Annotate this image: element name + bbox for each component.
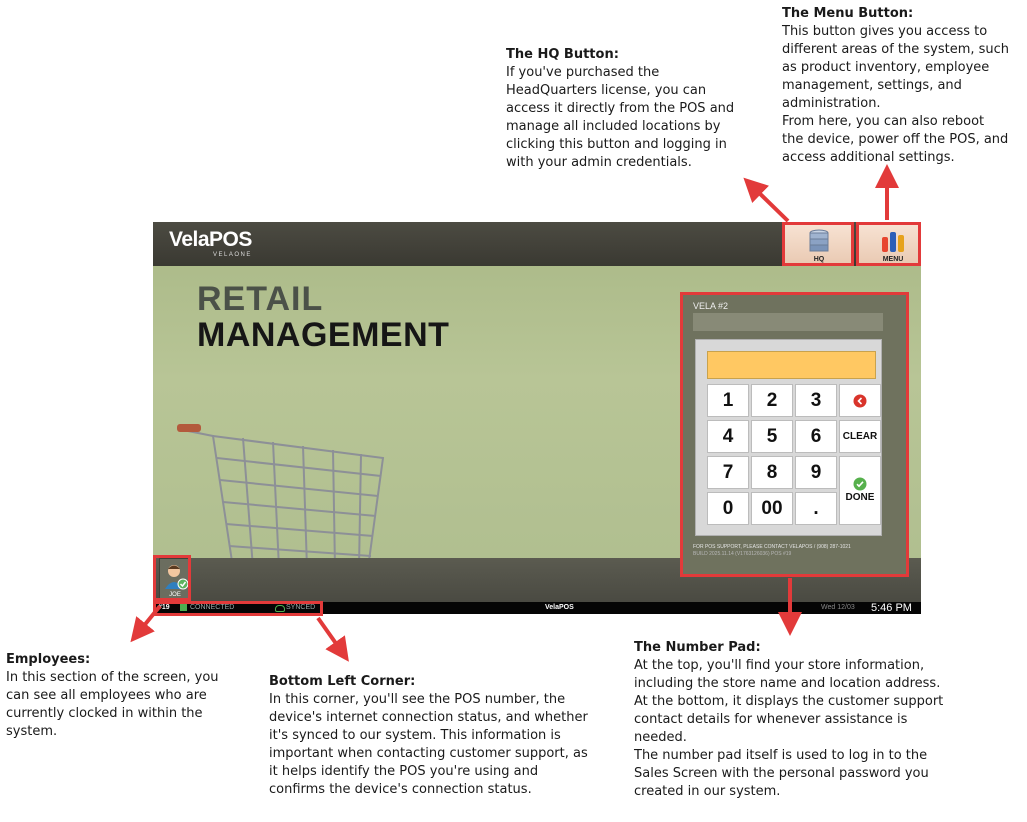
hq-annotation-body: If you've purchased the HeadQuarters license, you can access it directly from the POS and manage all included locations by clicking this button and logging in with your admin credentials. bbox=[506, 65, 735, 170]
key-5[interactable]: 5 bbox=[751, 420, 793, 453]
key-00[interactable]: 00 bbox=[751, 492, 793, 525]
build-info: BUILD 2025.11.14 (V1763126036) POS #19 bbox=[693, 551, 792, 557]
status-center-label: VelaPOS bbox=[545, 604, 574, 611]
menu-annotation-heading: The Menu Button: bbox=[782, 6, 914, 21]
time-display: 5:46 PM bbox=[871, 602, 912, 614]
employees-annotation-heading: Employees: bbox=[6, 652, 91, 667]
key-0[interactable]: 0 bbox=[707, 492, 749, 525]
key-4[interactable]: 4 bbox=[707, 420, 749, 453]
hq-arrow bbox=[752, 186, 788, 221]
support-contact: FOR POS SUPPORT, PLEASE CONTACT VELAPOS / (908) 287-1021 bbox=[693, 544, 851, 550]
employees-arrow bbox=[138, 606, 160, 633]
number-pad-annotation-heading: The Number Pad: bbox=[634, 640, 761, 655]
employees-annotation-body: In this section of the screen, you can see all employees who are currently clocked in within the system. bbox=[6, 670, 219, 739]
hq-button-label: HQ bbox=[813, 256, 825, 263]
key-decimal[interactable]: . bbox=[795, 492, 837, 525]
velaone-logo-subtext: VELAONE bbox=[213, 252, 252, 258]
title-retail: RETAIL bbox=[197, 280, 324, 318]
number-pad-annotation-body: At the top, you'll find your store information, including the store name and location address. At the bottom, it displays the customer support contact details for whenever assistance is needed. The number pad itself is used to log in to the Sales Screen with the personal password you created in our system. bbox=[634, 658, 944, 799]
key-6[interactable]: 6 bbox=[795, 420, 837, 453]
velapos-logo: VelaPOS bbox=[169, 228, 252, 251]
bottom-left-annotation-heading: Bottom Left Corner: bbox=[269, 674, 416, 689]
key-9[interactable]: 9 bbox=[795, 456, 837, 489]
bottom-left-annotation-body: In this corner, you'll see the POS number, the device's internet connection status, and whether it's synced to our system. This information is important when contacting customer support, as it helps identify the POS you're using and confirms the device's connection status. bbox=[269, 692, 588, 797]
title-management: MANAGEMENT bbox=[197, 316, 450, 354]
employee-name: JOE bbox=[169, 592, 181, 598]
date-display: Wed 12/03 bbox=[821, 604, 855, 611]
key-1[interactable]: 1 bbox=[707, 384, 749, 417]
clear-key[interactable]: CLEAR bbox=[839, 420, 881, 453]
pos-number: #19 bbox=[158, 604, 170, 611]
key-7[interactable]: 7 bbox=[707, 456, 749, 489]
key-2[interactable]: 2 bbox=[751, 384, 793, 417]
bottom-left-arrow bbox=[318, 618, 342, 652]
sync-status: SYNCED bbox=[286, 604, 316, 611]
connection-status: CONNECTED bbox=[190, 604, 235, 611]
store-name: VELA #2 bbox=[693, 301, 729, 311]
menu-button-label: MENU bbox=[882, 256, 904, 263]
key-8[interactable]: 8 bbox=[751, 456, 793, 489]
done-key-label: DONE bbox=[845, 492, 875, 503]
menu-annotation-body: This button gives you access to different areas of the system, such as product inventory, employee management, settings, and administration. From here, you can also reboot the device, power off the POS, and access additional settings. bbox=[782, 24, 1010, 165]
key-3[interactable]: 3 bbox=[795, 384, 837, 417]
hq-annotation-heading: The HQ Button: bbox=[506, 47, 619, 62]
